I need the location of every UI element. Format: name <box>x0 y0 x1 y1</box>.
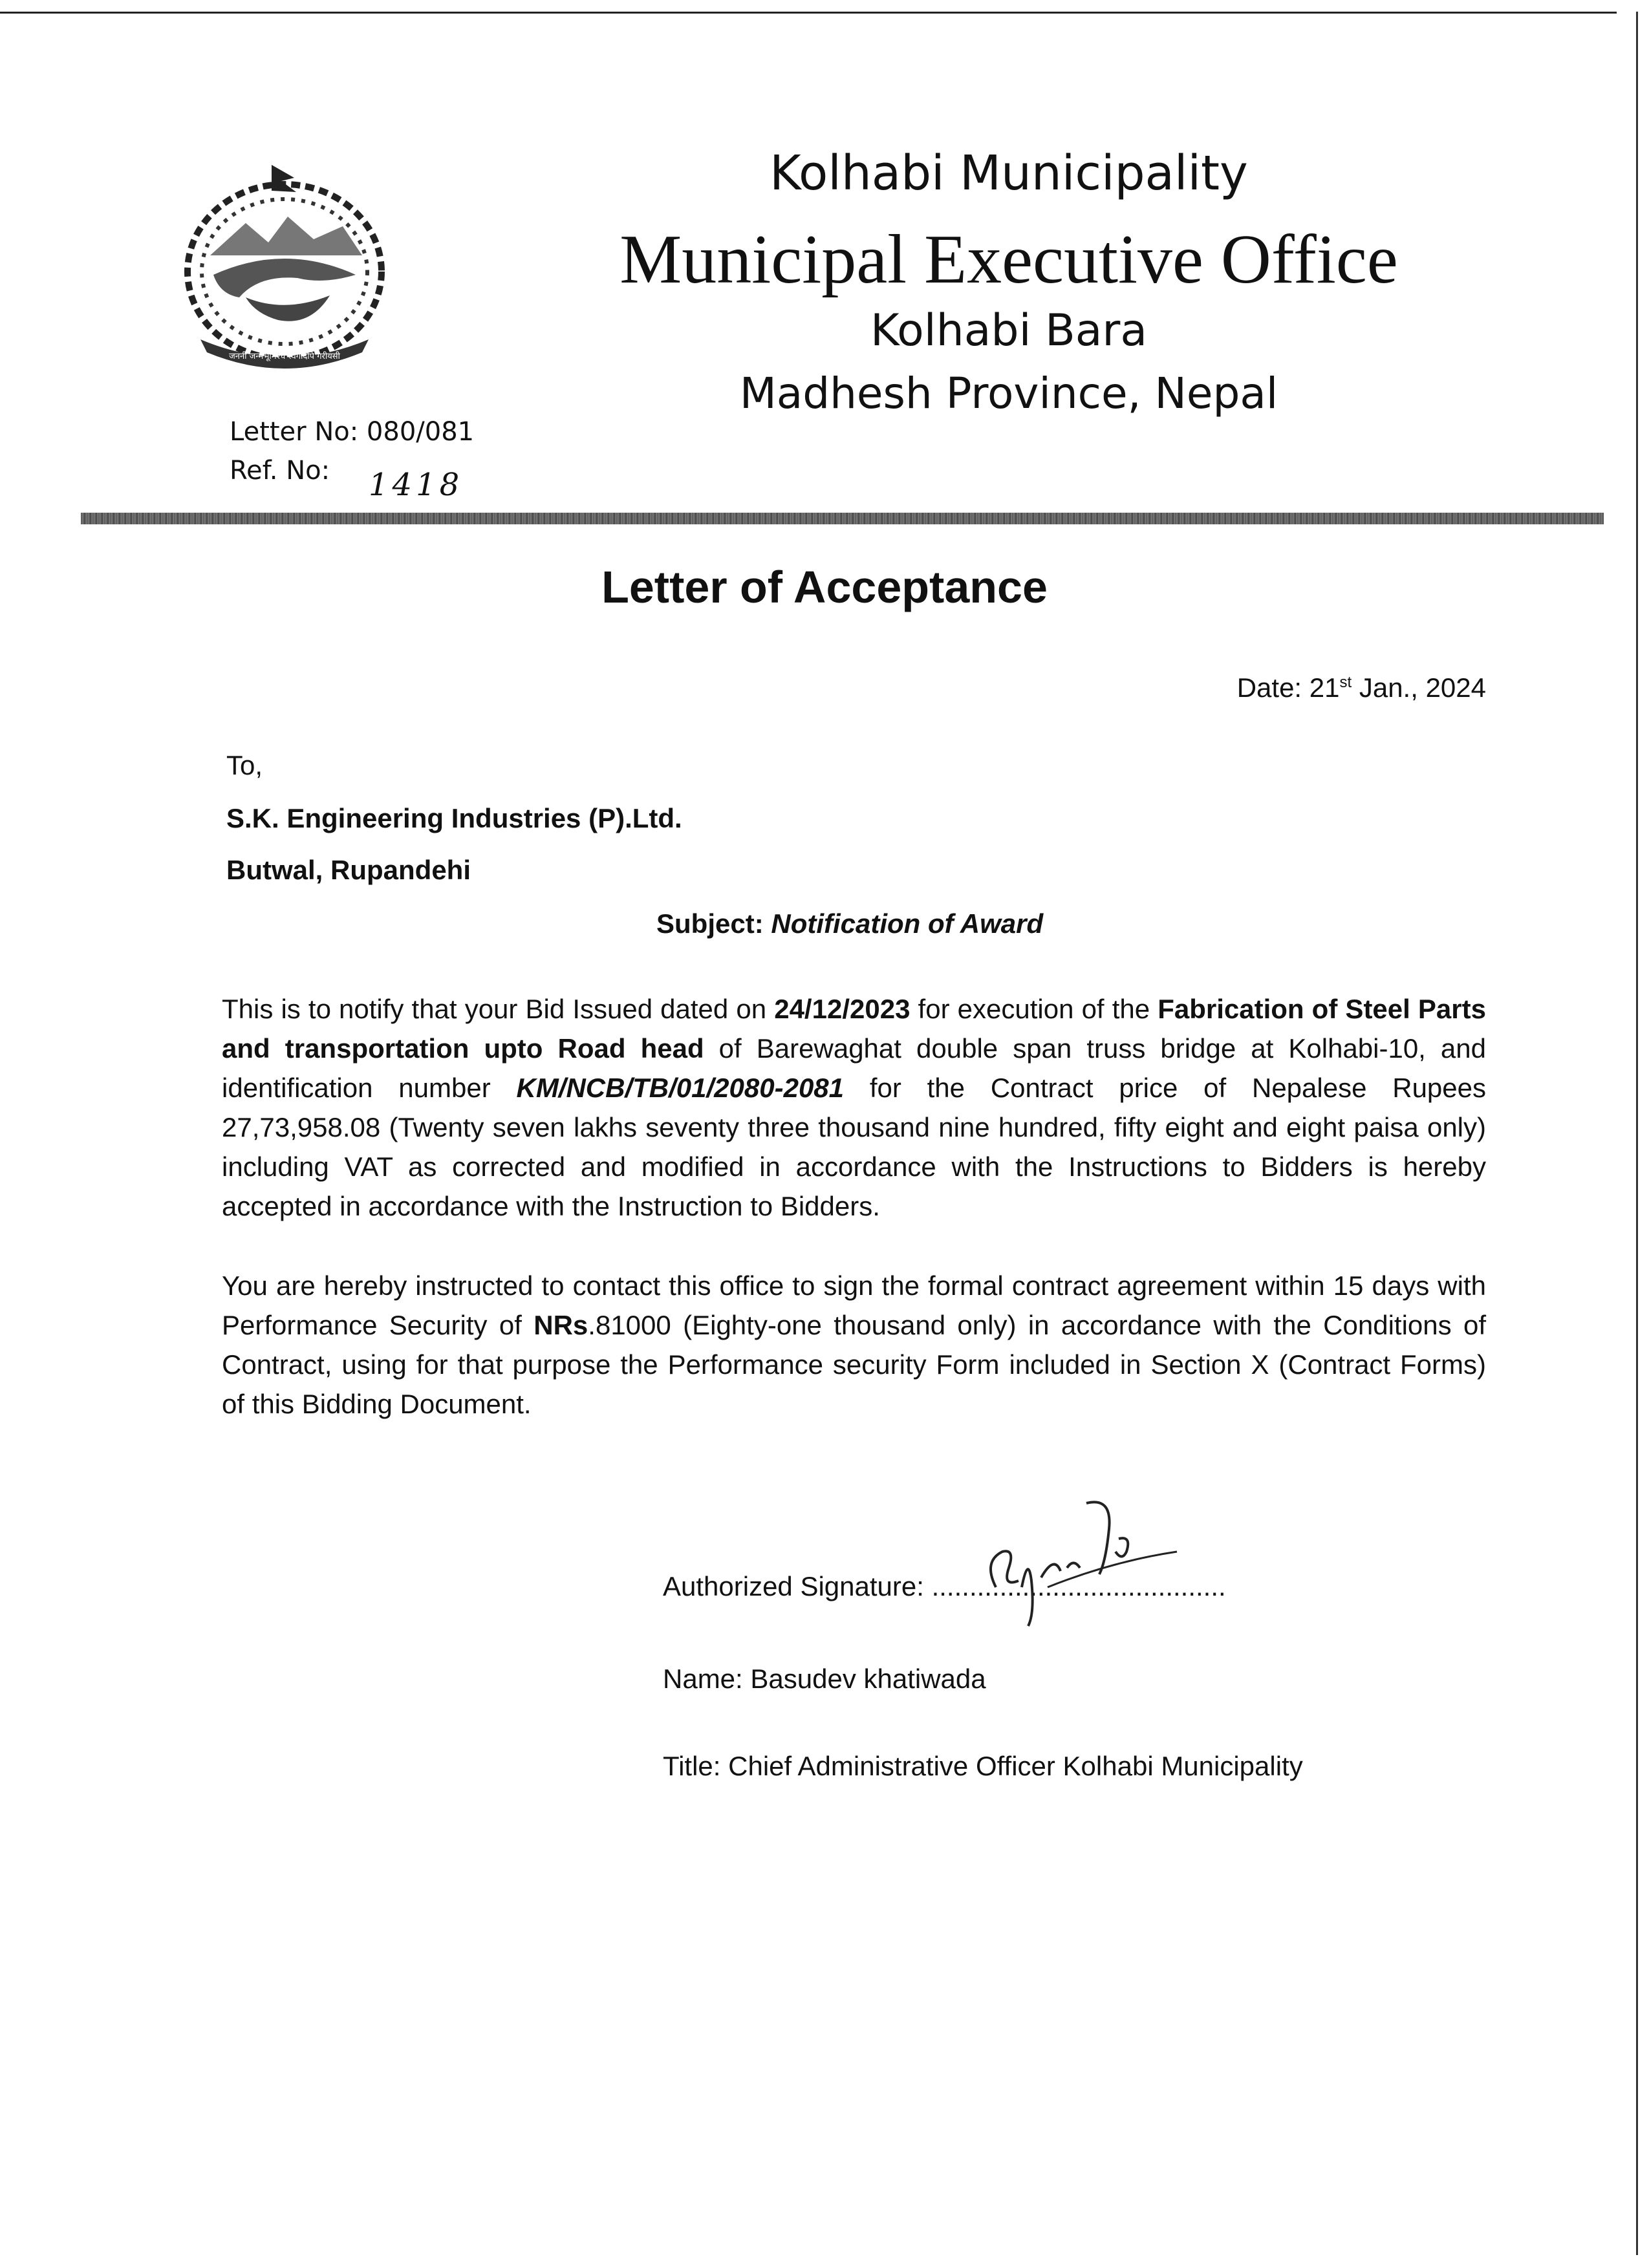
page-top-border <box>0 12 1617 14</box>
document-title: Letter of Acceptance <box>601 562 1048 612</box>
province-line: Madhesh Province, Nepal <box>739 369 1278 418</box>
ref-label: Ref. No: <box>230 456 330 486</box>
letter-date: Date: 21st Jan., 2024 <box>1236 672 1486 703</box>
header-divider <box>81 513 1604 524</box>
body-paragraph-award: This is to notify that your Bid Issued dated on 24/12/2023 for execution of the Fabrication of Steel Parts and transportation upto Road head of Barewaghat double span truss bridge at Kolhabi-10, and identification number KM/NCB/TB/01/2080-2081 for the Contract price of Nepalese Rupees 27,73,958.08 (Twenty seven lakhs seventy three thousand nine hundred, fifty eight and eight paisa only) including VAT as corrected and modified in accordance with the Instructions to Bidders is hereby accepted in accordance with the Instruction to Bidders. <box>222 994 1486 1221</box>
office-name: Municipal Executive Office <box>620 221 1398 298</box>
authorized-signature-line: Authorized Signature: ....................................... <box>663 1571 1226 1601</box>
ref-number-handwritten: 1418 <box>369 467 464 503</box>
svg-text:जननी जन्मभूमिश्च स्वर्गादपि गर: जननी जन्मभूमिश्च स्वर्गादपि गरीयसी <box>229 352 340 361</box>
recipient-to: To, <box>226 750 263 780</box>
subject-line: Subject: Notification of Award <box>656 908 1044 939</box>
page-right-border <box>1636 12 1638 2255</box>
signatory-name: Name: Basudev khatiwada <box>663 1664 986 1694</box>
nepal-emblem-logo <box>149 145 420 391</box>
handwritten-signature <box>957 1490 1190 1639</box>
recipient-address: Butwal, Rupandehi <box>226 855 471 885</box>
signatory-title: Title: Chief Administrative Officer Kolhabi Municipality <box>663 1751 1303 1781</box>
office-location: Kolhabi Bara <box>870 305 1148 356</box>
body-paragraph-instructions: You are hereby instructed to contact this office to sign the formal contract agreement within 15 days with Performance Security of NRs.81000 (Eighty-one thousand only) in accordance with the Conditions of Contract, using for that purpose the Performance security Form included in Section X (Contract Forms) of this Bidding Document. <box>222 1270 1487 1419</box>
recipient-name: S.K. Engineering Industries (P).Ltd. <box>226 803 682 833</box>
letter-number: Letter No: 080/081 <box>230 417 475 447</box>
municipality-name: Kolhabi Municipality <box>770 145 1248 201</box>
